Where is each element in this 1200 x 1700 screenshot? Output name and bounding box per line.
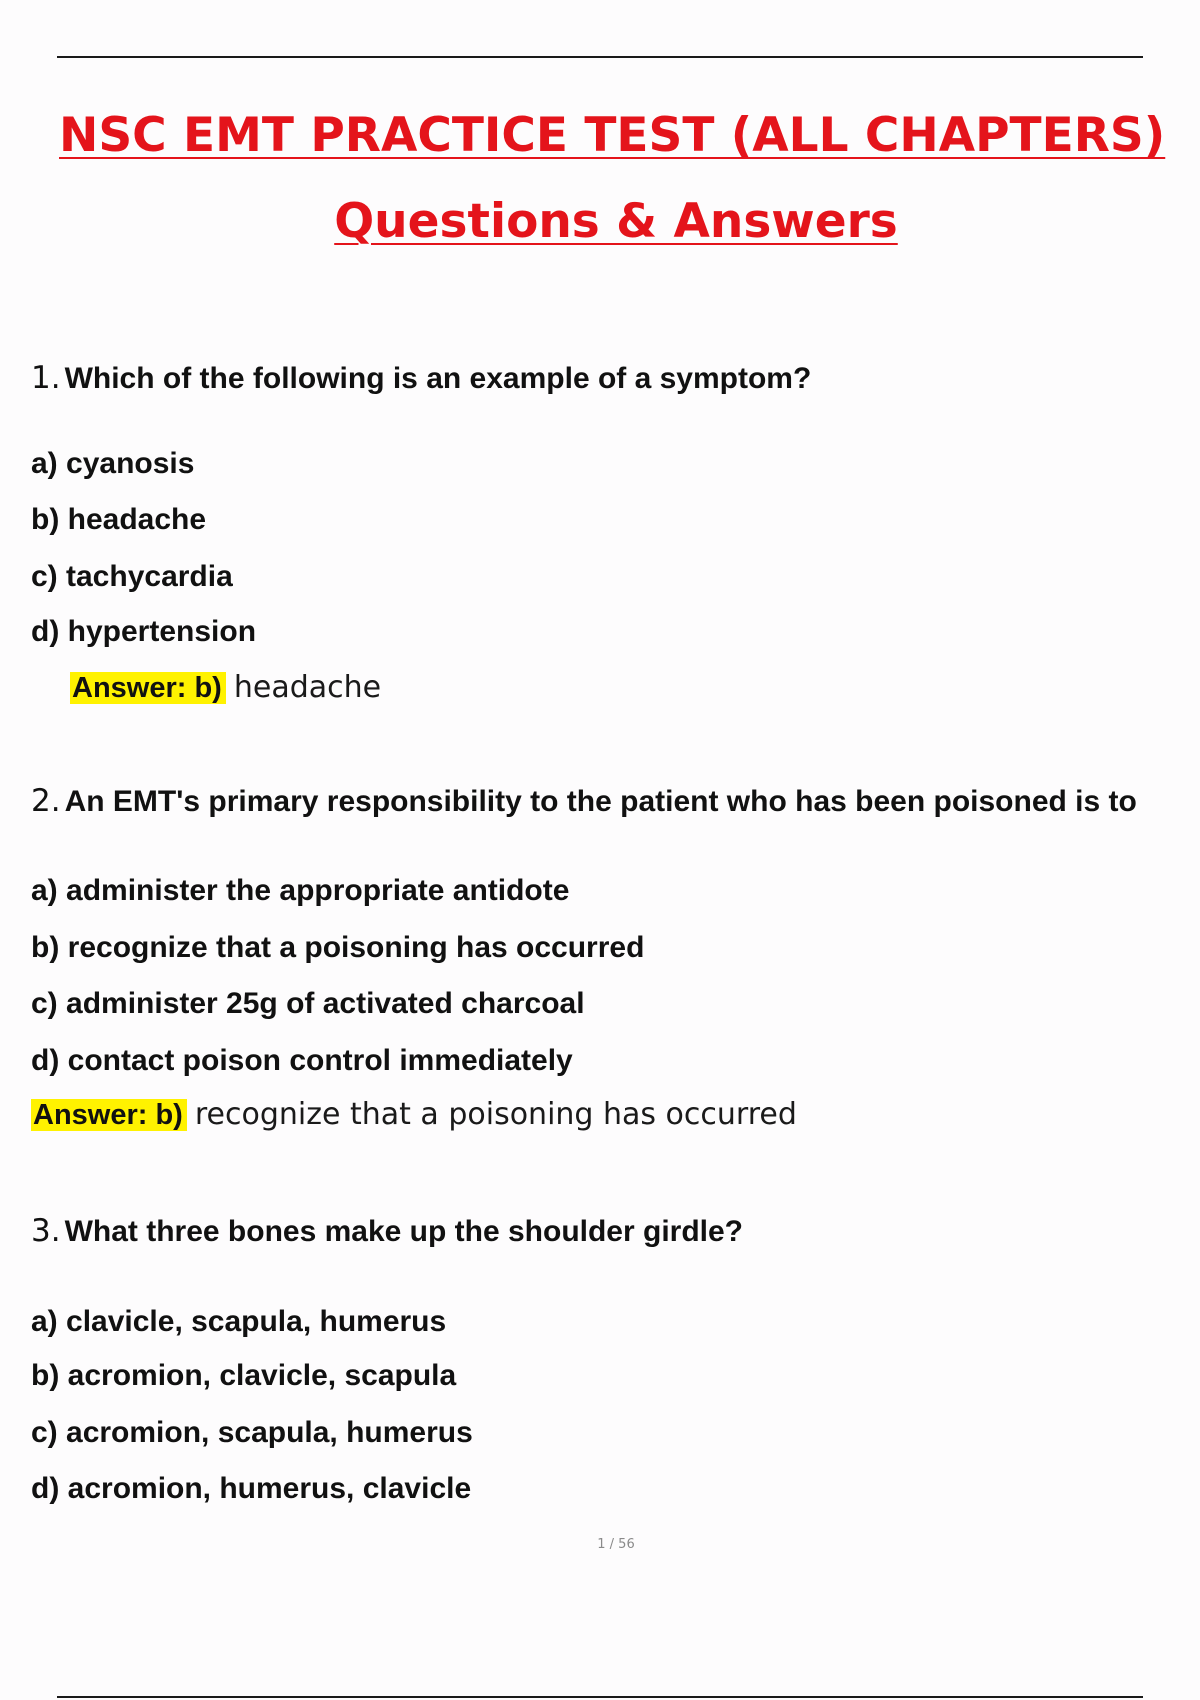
- top-rule: [57, 56, 1143, 58]
- page-title: NSC EMT PRACTICE TEST (ALL CHAPTERS): [59, 108, 1166, 163]
- page-number: 1 / 56: [597, 1537, 635, 1552]
- question-text: An EMT's primary responsibility to the patient who has been poisoned is to: [64, 785, 1137, 818]
- option-1b: b) headache: [31, 503, 207, 536]
- option-2a: a) administer the appropriate antidote: [31, 874, 570, 907]
- option-2b: b) recognize that a poisoning has occurred: [31, 931, 645, 964]
- option-1d: d) hypertension: [31, 615, 257, 648]
- answer-2: [31, 1094, 797, 1141]
- question-3: [31, 1211, 743, 1252]
- option-2c: c) administer 25g of activated charcoal: [31, 987, 585, 1020]
- answer-label: Answer: b): [31, 1099, 187, 1131]
- bottom-rule: [57, 1696, 1143, 1698]
- option-3a: a) clavicle, scapula, humerus: [31, 1305, 447, 1338]
- answer-text: recognize that a poisoning has occurred: [194, 1097, 797, 1132]
- option-3d: d) acromion, humerus, clavicle: [31, 1472, 472, 1505]
- question-number: 2.: [31, 783, 61, 819]
- answer-label: Answer: b): [70, 672, 226, 704]
- option-2d: d) contact poison control immediately: [31, 1044, 573, 1077]
- question-2: [31, 781, 1137, 822]
- question-text: Which of the following is an example of a symptom?: [64, 362, 812, 395]
- option-1a: a) cyanosis: [31, 447, 195, 480]
- question-text: What three bones make up the shoulder girdle?: [64, 1215, 744, 1248]
- page-subtitle: Questions & Answers: [334, 194, 898, 249]
- question-number: 1.: [31, 360, 61, 396]
- option-3c: c) acromion, scapula, humerus: [31, 1416, 473, 1449]
- question-number: 3.: [31, 1213, 61, 1249]
- option-1c: c) tachycardia: [31, 560, 233, 593]
- answer-1: [70, 667, 381, 714]
- answer-text: headache: [233, 670, 382, 705]
- question-1: [31, 358, 811, 399]
- option-3b: b) acromion, clavicle, scapula: [31, 1359, 457, 1392]
